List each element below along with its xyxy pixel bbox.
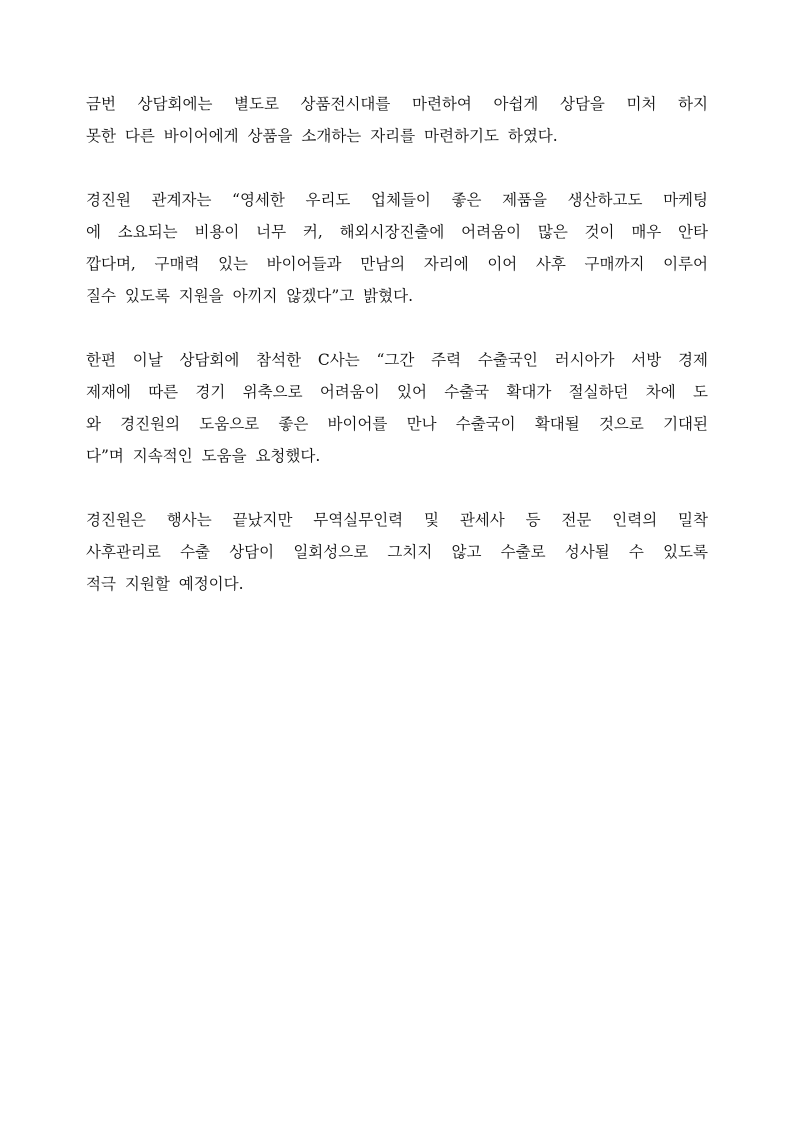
text-line: 적극 지원할 예정이다. <box>86 575 244 593</box>
text-line: 깝다며, 구매력 있는 바이어들과 만남의 자리에 이어 사후 구매까지 이루어 <box>86 255 708 273</box>
paragraph-official-quote <box>86 184 708 312</box>
text-line: 와 경진원의 도움으로 좋은 바이어를 만나 수출국이 확대될 것으로 기대된 <box>86 415 708 433</box>
paragraph-exhibition <box>86 88 708 152</box>
text-line: 한편 이날 상담회에 참석한 C사는 “그간 주력 수출국인 러시아가 서방 경제 <box>86 351 708 369</box>
text-line: 경진원은 행사는 끝났지만 무역실무인력 및 관세사 등 전문 인력의 밀착 <box>86 511 708 529</box>
text-line: 사후관리로 수출 상담이 일회성으로 그치지 않고 수출로 성사될 수 있도록 <box>86 543 708 561</box>
document-body <box>86 88 708 632</box>
text-line: 제재에 따른 경기 위축으로 어려움이 있어 수출국 확대가 절실하던 차에 도 <box>86 383 708 401</box>
text-line: 금번 상담회에는 별도로 상품전시대를 마련하여 아쉽게 상담을 미처 하지 <box>86 95 708 113</box>
paragraph-company-quote <box>86 344 708 472</box>
text-line: 못한 다른 바이어에게 상품을 소개하는 자리를 마련하기도 하였다. <box>86 127 558 145</box>
paragraph-followup <box>86 504 708 600</box>
text-line: 경진원 관계자는 “영세한 우리도 업체들이 좋은 제품을 생산하고도 마케팅 <box>86 191 708 209</box>
text-line: 다”며 지속적인 도움을 요청했다. <box>86 447 321 465</box>
text-line: 질수 있도록 지원을 아끼지 않겠다”고 밝혔다. <box>86 287 414 305</box>
text-line: 에 소요되는 비용이 너무 커, 해외시장진출에 어려움이 많은 것이 매우 안타 <box>86 223 708 241</box>
